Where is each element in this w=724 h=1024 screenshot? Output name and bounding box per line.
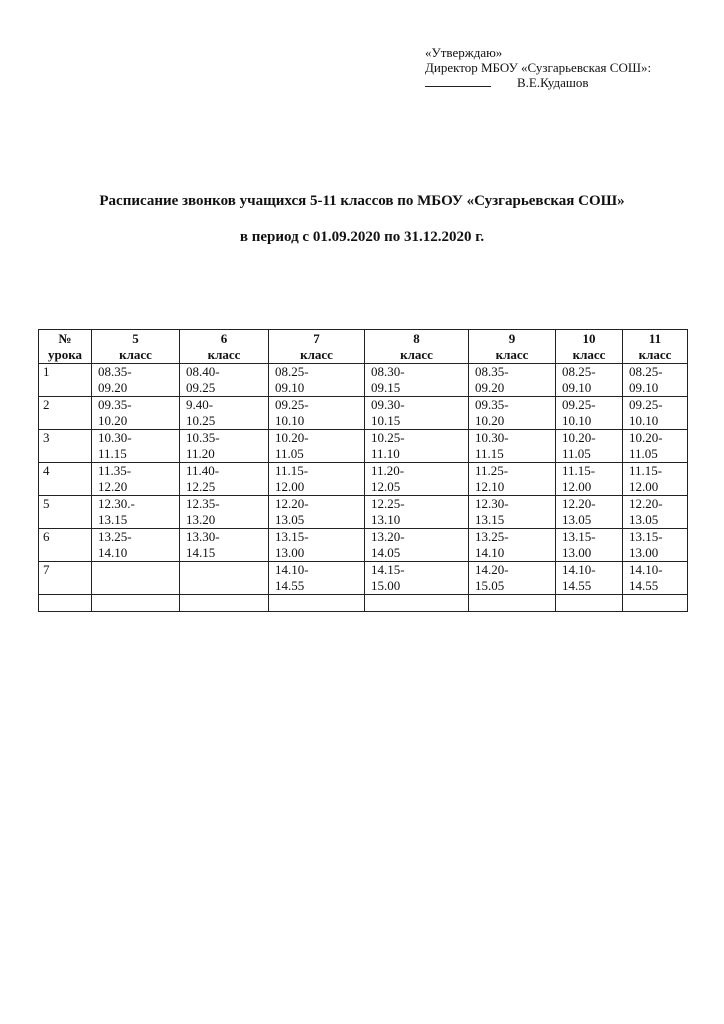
approval-block bbox=[425, 45, 651, 90]
end-time: 14.55 bbox=[275, 578, 305, 593]
start-time: 11.15- bbox=[275, 463, 309, 478]
lesson-number: 5 bbox=[39, 496, 92, 529]
empty-cell bbox=[269, 595, 365, 612]
start-time: 08.35- bbox=[475, 364, 509, 379]
start-time: 08.25- bbox=[275, 364, 309, 379]
time-cell bbox=[180, 463, 269, 496]
empty-cell bbox=[39, 595, 92, 612]
start-time: 13.15- bbox=[629, 529, 663, 544]
end-time: 09.10 bbox=[562, 380, 592, 395]
time-cell bbox=[92, 364, 180, 397]
empty-cell bbox=[92, 595, 180, 612]
time-cell bbox=[469, 397, 556, 430]
table-row bbox=[39, 496, 688, 529]
time-cell bbox=[623, 463, 688, 496]
start-time: 10.20- bbox=[275, 430, 309, 445]
start-time: 13.20- bbox=[371, 529, 405, 544]
end-time: 14.10 bbox=[475, 545, 505, 560]
end-time: 14.10 bbox=[98, 545, 128, 560]
time-cell bbox=[180, 529, 269, 562]
lesson-number: 7 bbox=[39, 562, 92, 595]
time-cell bbox=[180, 430, 269, 463]
empty-row bbox=[39, 595, 688, 612]
time-cell bbox=[556, 463, 623, 496]
start-time: 12.20- bbox=[629, 496, 663, 511]
header-class-6: 6 класс bbox=[180, 330, 269, 364]
start-time: 14.10- bbox=[629, 562, 663, 577]
time-cell bbox=[180, 364, 269, 397]
start-time: 12.20- bbox=[562, 496, 596, 511]
end-time: 12.00 bbox=[562, 479, 592, 494]
time-cell bbox=[92, 529, 180, 562]
signature-blank bbox=[425, 76, 491, 87]
end-time: 13.15 bbox=[475, 512, 505, 527]
header-class-9: 9 класс bbox=[469, 330, 556, 364]
end-time: 10.10 bbox=[629, 413, 659, 428]
lesson-number: 1 bbox=[39, 364, 92, 397]
time-cell bbox=[365, 562, 469, 595]
time-cell bbox=[180, 496, 269, 529]
start-time: 11.15- bbox=[562, 463, 596, 478]
end-time: 13.20 bbox=[186, 512, 216, 527]
end-time: 13.00 bbox=[275, 545, 305, 560]
time-cell bbox=[556, 496, 623, 529]
end-time: 09.20 bbox=[475, 380, 505, 395]
end-time: 11.15 bbox=[98, 446, 127, 461]
time-cell bbox=[469, 430, 556, 463]
time-cell bbox=[365, 397, 469, 430]
time-cell bbox=[269, 496, 365, 529]
header-row bbox=[39, 330, 688, 364]
time-cell bbox=[365, 463, 469, 496]
start-time: 09.30- bbox=[371, 397, 405, 412]
start-time: 10.30- bbox=[98, 430, 132, 445]
start-time: 09.25- bbox=[562, 397, 596, 412]
start-time: 08.25- bbox=[629, 364, 663, 379]
start-time: 08.35- bbox=[98, 364, 132, 379]
start-time: 11.15- bbox=[629, 463, 663, 478]
signature-line bbox=[425, 75, 651, 90]
director-line: Директор МБОУ «Сузгарьевская СОШ»: bbox=[425, 60, 652, 75]
time-cell bbox=[365, 529, 469, 562]
approval-line: «Утверждаю» bbox=[425, 45, 503, 60]
start-time: 12.30.- bbox=[98, 496, 135, 511]
end-time: 11.20 bbox=[186, 446, 215, 461]
end-time: 10.10 bbox=[275, 413, 305, 428]
header-class-7: 7 класс bbox=[269, 330, 365, 364]
end-time: 11.05 bbox=[275, 446, 304, 461]
end-time: 14.55 bbox=[562, 578, 592, 593]
time-cell bbox=[269, 397, 365, 430]
start-time: 09.35- bbox=[98, 397, 132, 412]
table-row bbox=[39, 562, 688, 595]
end-time: 13.05 bbox=[629, 512, 659, 527]
time-cell bbox=[623, 397, 688, 430]
start-time: 11.40- bbox=[186, 463, 220, 478]
end-time: 09.10 bbox=[629, 380, 659, 395]
table-row bbox=[39, 463, 688, 496]
time-cell bbox=[623, 430, 688, 463]
end-time: 09.15 bbox=[371, 380, 401, 395]
start-time: 13.25- bbox=[98, 529, 132, 544]
empty-cell bbox=[623, 595, 688, 612]
document-title: Расписание звонков учащихся 5-11 классов по МБОУ «Сузгарьевская СОШ» bbox=[99, 193, 625, 209]
time-cell bbox=[469, 463, 556, 496]
time-cell bbox=[469, 364, 556, 397]
time-cell bbox=[269, 364, 365, 397]
empty-cell bbox=[365, 595, 469, 612]
start-time: 12.30- bbox=[475, 496, 509, 511]
end-time: 10.10 bbox=[562, 413, 592, 428]
end-time: 12.10 bbox=[475, 479, 505, 494]
start-time: 13.15- bbox=[275, 529, 309, 544]
lesson-number: 6 bbox=[39, 529, 92, 562]
header-class-8: 8 класс bbox=[365, 330, 469, 364]
start-time: 13.15- bbox=[562, 529, 596, 544]
signer-name: В.Е.Кудашов bbox=[517, 75, 589, 90]
end-time: 13.00 bbox=[629, 545, 659, 560]
start-time: 08.30- bbox=[371, 364, 405, 379]
start-time: 10.25- bbox=[371, 430, 405, 445]
end-time: 09.25 bbox=[186, 380, 216, 395]
start-time: 10.35- bbox=[186, 430, 220, 445]
end-time: 14.15 bbox=[186, 545, 216, 560]
end-time: 13.05 bbox=[275, 512, 305, 527]
table-row bbox=[39, 529, 688, 562]
end-time: 13.10 bbox=[371, 512, 401, 527]
end-time: 10.25 bbox=[186, 413, 216, 428]
start-time: 13.30- bbox=[186, 529, 220, 544]
lesson-number: 4 bbox=[39, 463, 92, 496]
start-time: 14.20- bbox=[475, 562, 509, 577]
time-cell bbox=[180, 397, 269, 430]
end-time: 10.15 bbox=[371, 413, 401, 428]
end-time: 14.05 bbox=[371, 545, 401, 560]
time-cell bbox=[469, 529, 556, 562]
table-row bbox=[39, 430, 688, 463]
start-time: 10.30- bbox=[475, 430, 509, 445]
start-time: 08.40- bbox=[186, 364, 220, 379]
start-time: 12.25- bbox=[371, 496, 405, 511]
time-cell bbox=[269, 430, 365, 463]
end-time: 12.05 bbox=[371, 479, 401, 494]
time-cell bbox=[556, 430, 623, 463]
lesson-number: 3 bbox=[39, 430, 92, 463]
start-time: 10.20- bbox=[629, 430, 663, 445]
end-time: 13.05 bbox=[562, 512, 592, 527]
time-cell bbox=[556, 364, 623, 397]
time-cell bbox=[469, 562, 556, 595]
start-time: 13.25- bbox=[475, 529, 509, 544]
time-cell bbox=[556, 397, 623, 430]
end-time: 14.55 bbox=[629, 578, 659, 593]
time-cell bbox=[180, 562, 269, 595]
document-period: в период с 01.09.2020 по 31.12.2020 г. bbox=[239, 229, 485, 245]
time-cell bbox=[623, 562, 688, 595]
bell-schedule-table bbox=[38, 329, 688, 612]
end-time: 13.15 bbox=[98, 512, 128, 527]
time-cell bbox=[556, 562, 623, 595]
start-time: 11.20- bbox=[371, 463, 405, 478]
time-cell bbox=[469, 496, 556, 529]
end-time: 12.25 bbox=[186, 479, 216, 494]
start-time: 11.25- bbox=[475, 463, 509, 478]
time-cell bbox=[92, 397, 180, 430]
end-time: 15.05 bbox=[475, 578, 505, 593]
start-time: 9.40- bbox=[186, 397, 214, 412]
end-time: 10.20 bbox=[475, 413, 505, 428]
empty-cell bbox=[180, 595, 269, 612]
start-time: 08.25- bbox=[562, 364, 596, 379]
time-cell bbox=[365, 364, 469, 397]
header-lesson-number: № урока bbox=[39, 330, 92, 364]
header-class-11: 11 класс bbox=[623, 330, 688, 364]
end-time: 11.15 bbox=[475, 446, 504, 461]
end-time: 10.20 bbox=[98, 413, 128, 428]
start-time: 09.25- bbox=[629, 397, 663, 412]
end-time: 12.20 bbox=[98, 479, 128, 494]
table-row bbox=[39, 364, 688, 397]
time-cell bbox=[269, 562, 365, 595]
time-cell bbox=[623, 364, 688, 397]
end-time: 09.10 bbox=[275, 380, 305, 395]
start-time: 14.10- bbox=[275, 562, 309, 577]
end-time: 11.05 bbox=[562, 446, 591, 461]
end-time: 09.20 bbox=[98, 380, 128, 395]
time-cell bbox=[365, 430, 469, 463]
time-cell bbox=[623, 496, 688, 529]
start-time: 09.35- bbox=[475, 397, 509, 412]
end-time: 12.00 bbox=[275, 479, 305, 494]
empty-cell bbox=[469, 595, 556, 612]
start-time: 14.10- bbox=[562, 562, 596, 577]
header-class-5: 5 класс bbox=[92, 330, 180, 364]
time-cell bbox=[92, 562, 180, 595]
end-time: 11.05 bbox=[629, 446, 658, 461]
time-cell bbox=[556, 529, 623, 562]
end-time: 15.00 bbox=[371, 578, 401, 593]
time-cell bbox=[365, 496, 469, 529]
lesson-number: 2 bbox=[39, 397, 92, 430]
time-cell bbox=[269, 529, 365, 562]
time-cell bbox=[92, 496, 180, 529]
empty-cell bbox=[556, 595, 623, 612]
time-cell bbox=[92, 430, 180, 463]
start-time: 10.20- bbox=[562, 430, 596, 445]
start-time: 09.25- bbox=[275, 397, 309, 412]
time-cell bbox=[269, 463, 365, 496]
start-time: 11.35- bbox=[98, 463, 132, 478]
header-class-10: 10 класс bbox=[556, 330, 623, 364]
time-cell bbox=[623, 529, 688, 562]
end-time: 12.00 bbox=[629, 479, 659, 494]
end-time: 13.00 bbox=[562, 545, 592, 560]
end-time: 11.10 bbox=[371, 446, 400, 461]
start-time: 14.15- bbox=[371, 562, 405, 577]
start-time: 12.35- bbox=[186, 496, 220, 511]
table-row bbox=[39, 397, 688, 430]
start-time: 12.20- bbox=[275, 496, 309, 511]
time-cell bbox=[92, 463, 180, 496]
